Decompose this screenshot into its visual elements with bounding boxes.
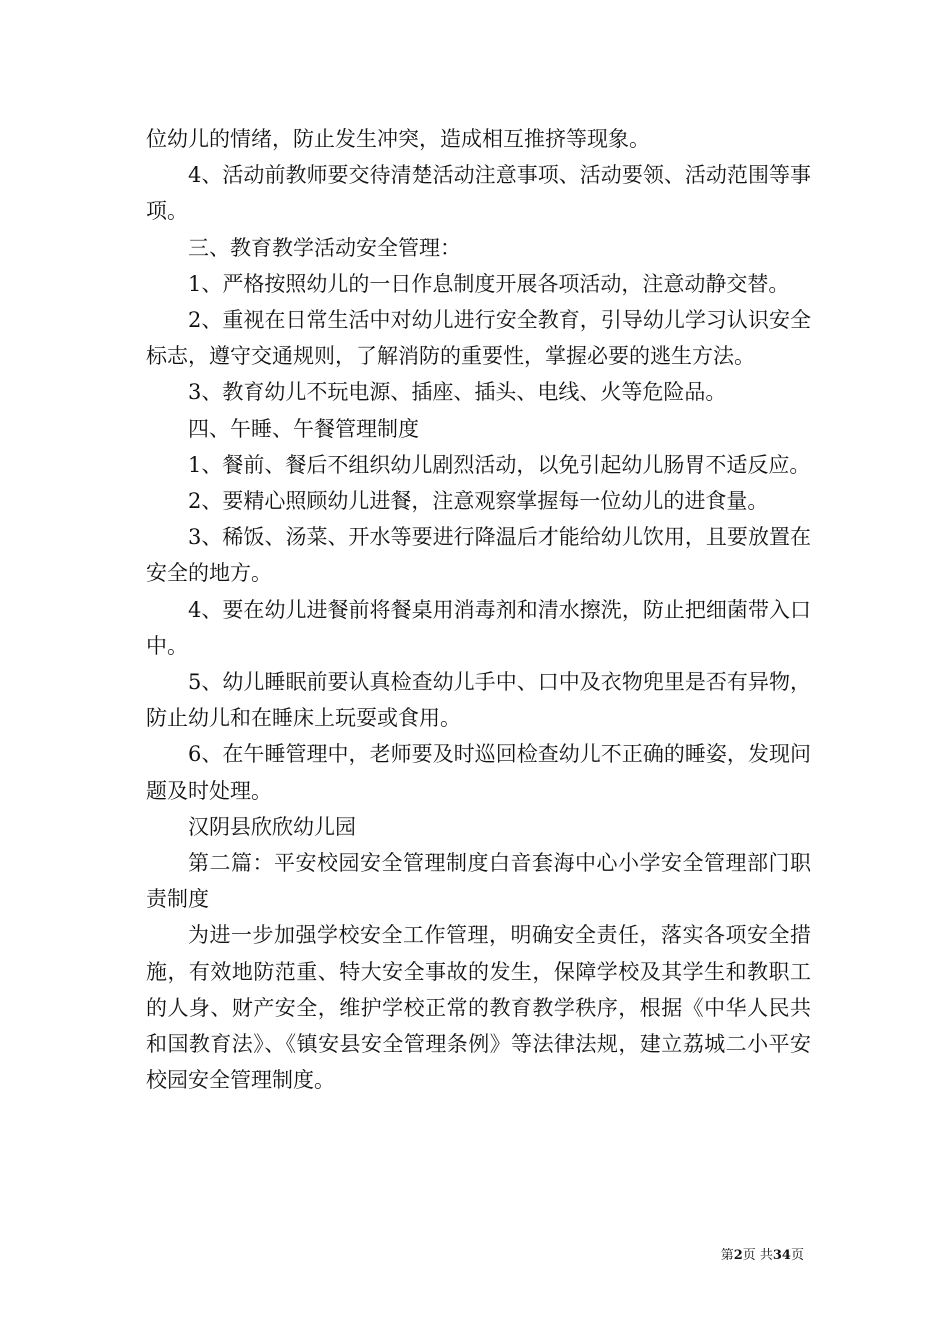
footer-suffix: 页 [790, 1248, 804, 1263]
footer-current-page: 2 [733, 1248, 743, 1263]
section-heading-4: 四、午睡、午餐管理制度 [188, 416, 419, 441]
document-body [146, 121, 811, 1098]
chapter-title: 第二篇：平安校园安全管理制度白音套海中心小学安全管理部门职责制度 [146, 851, 811, 912]
paragraph-16: 为进一步加强学校安全工作管理，明确安全责任，落实各项安全措施，有效地防范重、特大安全事故的发生，保障学校及其学生和教职工的人身、财产安全，维护学校正常的教育教学秩序，根据《中华人民共和国教育法》、《镇安县安全管理条例》等法律法规，建立荔城二小平安校园安全管理制度。 [146, 923, 811, 1093]
paragraph-11: 4、要在幼儿进餐前将餐桌用消毒剂和清水擦洗，防止把细菌带入口中。 [146, 597, 811, 658]
footer-prefix: 第 [720, 1248, 734, 1263]
paragraph-2: 4、活动前教师要交待清楚活动注意事项、活动要领、活动范围等事项。 [146, 163, 811, 224]
paragraph-4: 1、严格按照幼儿的一日作息制度开展各项活动，注意动静交替。 [188, 271, 790, 296]
footer-total-pages: 34 [772, 1248, 791, 1263]
paragraph-13: 6、在午睡管理中，老师要及时巡回检查幼儿不正确的睡姿，发现问题及时处理。 [146, 742, 811, 803]
paragraph-8: 1、餐前、餐后不组织幼儿剧烈活动，以免引起幼儿肠胃不适反应。 [188, 452, 811, 477]
paragraph-9: 2、要精心照顾幼儿进餐，注意观察掌握每一位幼儿的进食量。 [188, 489, 769, 514]
section-heading-3: 三、教育教学活动安全管理： [188, 235, 461, 260]
page-number-footer [721, 1248, 804, 1264]
paragraph-12: 5、幼儿睡眠前要认真检查幼儿手中、口中及衣物兜里是否有异物，防止幼儿和在睡床上玩耍或食用。 [146, 670, 811, 731]
footer-middle: 页 共 [742, 1248, 773, 1263]
signature-line: 汉阴县欣欣幼儿园 [188, 814, 356, 839]
paragraph-6: 3、教育幼儿不玩电源、插座、插头、电线、火等危险品。 [188, 380, 727, 405]
paragraph-1: 位幼儿的情绪，防止发生冲突，造成相互推挤等现象。 [146, 127, 650, 151]
paragraph-5: 2、重视在日常生活中对幼儿进行安全教育，引导幼儿学习认识安全标志，遵守交通规则，了解消防的重要性，掌握必要的逃生方法。 [146, 308, 811, 369]
paragraph-10: 3、稀饭、汤菜、开水等要进行降温后才能给幼儿饮用，且要放置在安全的地方。 [146, 525, 811, 586]
